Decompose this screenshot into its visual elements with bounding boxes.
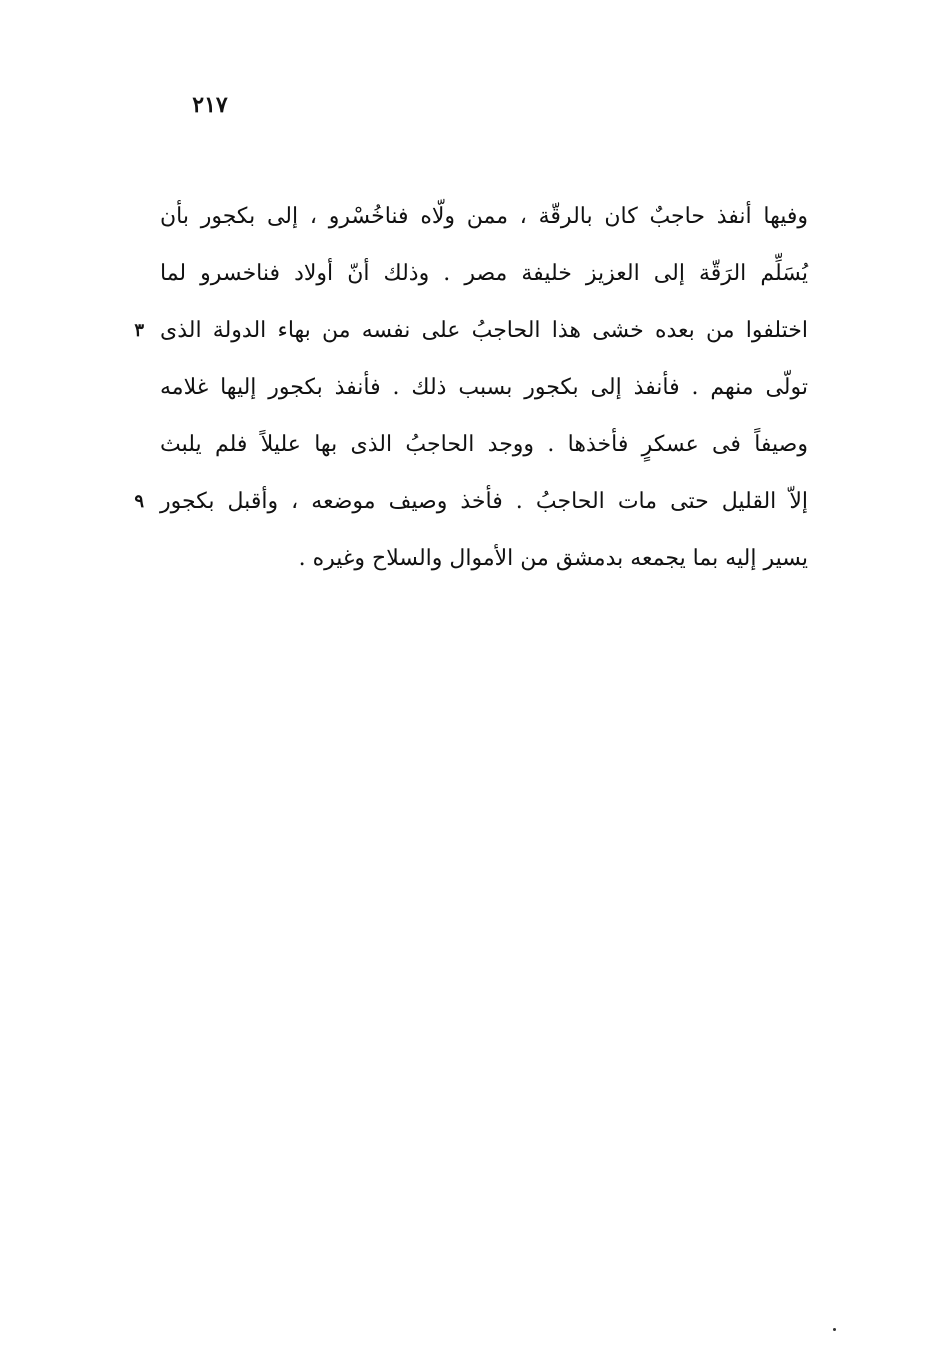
- text-line: يُسَلِّم الرَقّة إلى العزيز خليفة مصر . وذلك أنّ أولاد فناخسرو لما: [160, 261, 808, 286]
- text-line: وفيها أنفذ حاجبٌ كان بالرقّة ، ممن ولّاه فناخُسْرو ، إلى بكجور بأن: [160, 204, 808, 229]
- page-number: ٢١٧: [192, 92, 228, 118]
- text-line-content: اختلفوا من بعده خشى هذا الحاجبُ على نفسه من بهاء الدولة الذى: [160, 318, 808, 343]
- text-line-with-marker: [134, 302, 808, 359]
- text-line-content: إلاّ القليل حتى مات الحاجبُ . فأخذ وصيف موضعه ، وأقبل بكجور: [160, 489, 808, 514]
- text-line: يسير إليه بما يجمعه بدمشق من الأموال والسلاح وغيره .: [298, 546, 808, 571]
- text-body: [134, 188, 808, 587]
- paper-speck: [833, 1328, 836, 1331]
- line-number-marker: ٩: [134, 491, 144, 512]
- text-line-with-marker: [134, 473, 808, 530]
- text-line: وصيفاً فى عسكرٍ فأخذها . ووجد الحاجبُ الذى بها عليلاً فلم يلبث: [160, 432, 808, 457]
- text-line: تولّى منهم . فأنفذ إلى بكجور بسبب ذلك . فأنفذ بكجور إليها غلامه: [160, 375, 808, 400]
- line-number-marker: ٣: [134, 320, 144, 341]
